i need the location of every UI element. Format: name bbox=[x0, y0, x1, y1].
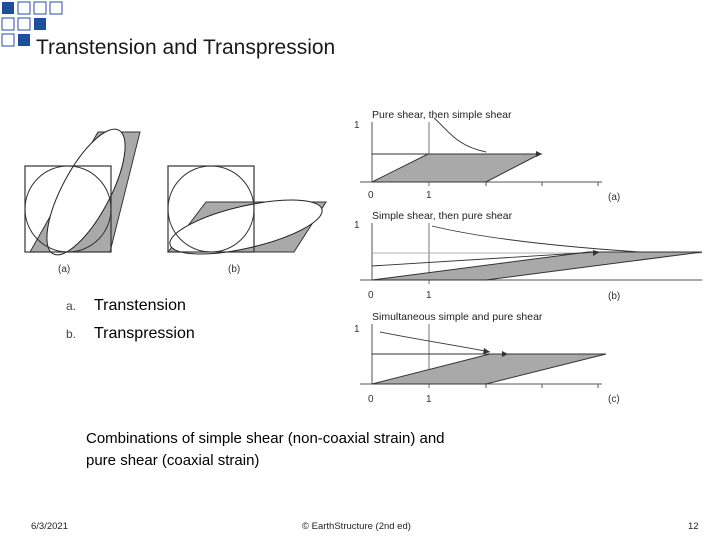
footer-date: 6/3/2021 bbox=[31, 521, 68, 532]
transtension-diagram bbox=[25, 128, 140, 265]
panel-c-x-tick-1: 1 bbox=[426, 394, 432, 405]
panel-b-x-tick-0: 0 bbox=[368, 290, 374, 301]
caption-line: Combinations of simple shear (non-coaxial strain) and bbox=[86, 430, 445, 447]
list-item bbox=[66, 320, 195, 348]
panel-a-y-tick: 1 bbox=[354, 120, 360, 131]
footer-page-number: 12 bbox=[688, 521, 699, 532]
list-item-text: Transtension bbox=[94, 297, 186, 314]
panel-a-tag: (a) bbox=[608, 192, 621, 203]
shear-panels-figure bbox=[340, 100, 720, 410]
strain-figure-left bbox=[20, 128, 340, 278]
caption-line: pure shear (coaxial strain) bbox=[86, 452, 260, 469]
transpression-diagram bbox=[165, 166, 326, 265]
figure-legend-list bbox=[66, 292, 195, 348]
panel-b-x-tick-1: 1 bbox=[426, 290, 432, 301]
panel-a-title: Pure shear, then simple shear bbox=[372, 109, 512, 121]
panel-a-x-tick-0: 0 bbox=[368, 190, 374, 201]
panel-b-y-tick: 1 bbox=[354, 220, 360, 231]
panel-b bbox=[354, 210, 702, 302]
panel-c-x-tick-0: 0 bbox=[368, 394, 374, 405]
panel-c-title: Simultaneous simple and pure shear bbox=[372, 311, 543, 323]
panel-c-y-tick: 1 bbox=[354, 324, 360, 335]
panel-c-tag: (c) bbox=[608, 394, 620, 405]
panel-c bbox=[354, 311, 620, 405]
panel-b-tag: (b) bbox=[608, 291, 621, 302]
list-item-text: Transpression bbox=[94, 325, 195, 342]
slide-caption bbox=[86, 428, 546, 472]
figure-label-b: (b) bbox=[228, 264, 241, 275]
list-item bbox=[66, 292, 195, 320]
panel-a bbox=[354, 109, 620, 203]
list-marker: b. bbox=[66, 327, 77, 341]
slide-title: Transtension and Transpression bbox=[36, 36, 336, 59]
footer-copyright: © EarthStructure (2nd ed) bbox=[302, 521, 411, 532]
list-marker: a. bbox=[66, 299, 77, 313]
figure-label-a: (a) bbox=[58, 264, 71, 275]
panel-a-x-tick-1: 1 bbox=[426, 190, 432, 201]
panel-b-title: Simple shear, then pure shear bbox=[372, 210, 513, 222]
